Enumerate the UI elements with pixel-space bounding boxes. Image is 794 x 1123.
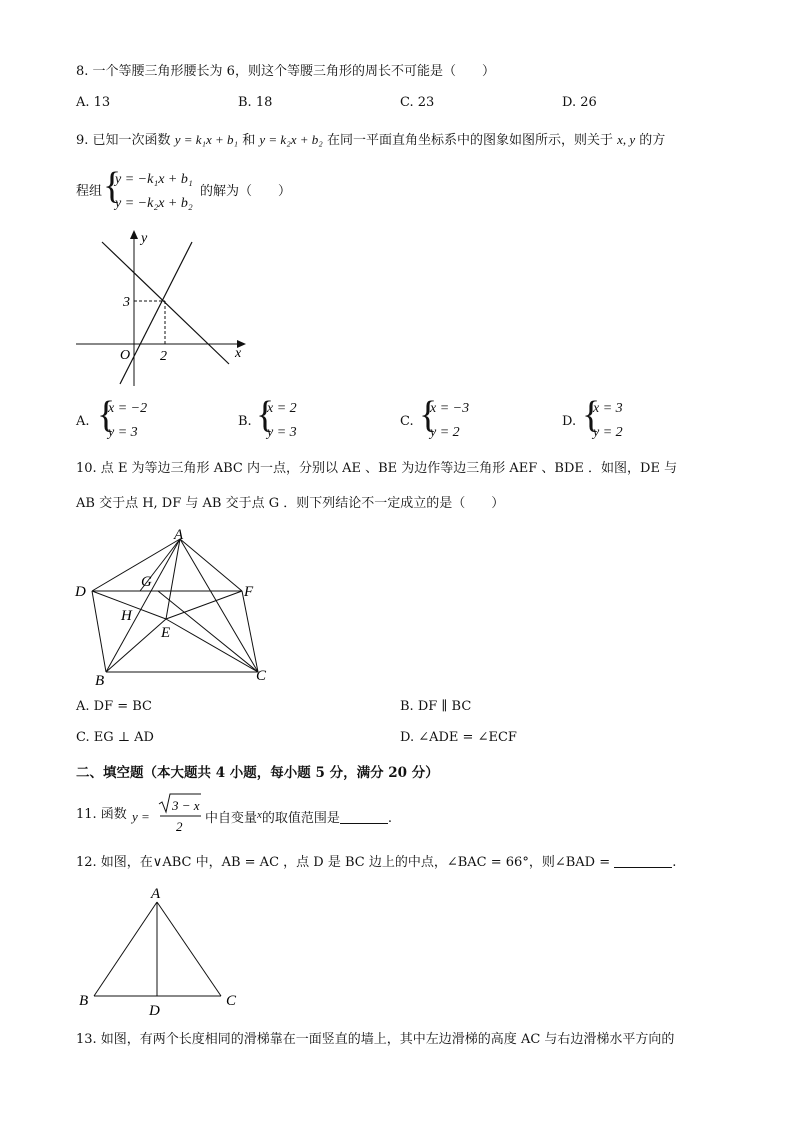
q9-y-axis-arrow (130, 230, 138, 239)
q9-option-a-line1: x = −2 (108, 401, 148, 416)
q12-stem (76, 854, 676, 872)
q12-label-d: D (149, 1003, 160, 1019)
q11-answer-blank[interactable] (340, 811, 388, 824)
q13-stem: 13. 如图，有两个长度相同的滑梯靠在一面竖直的墙上，其中左边滑梯的高度 AC 与右边滑梯水平方向的 (76, 1032, 675, 1047)
q9-label-y: y (141, 231, 148, 246)
q9-stem-a: 9. 已知一次函数 (76, 133, 171, 148)
q9-option-b-line1: x = 2 (267, 401, 297, 416)
section-fill-in-title: 二、填空题（本大题共 4 小题，每小题 5 分，满分 20 分） (76, 765, 439, 781)
q10-option-c: C. EG ⊥ AD (76, 730, 154, 745)
q12-label-b: B (79, 993, 89, 1009)
q12-end: . (672, 855, 677, 870)
q9-option-c-letter: C. (400, 414, 414, 429)
q12-label-c: C (226, 993, 237, 1009)
q9-system-brace: { (103, 165, 122, 207)
q11-suffix2: 的取值范围是 (261, 811, 340, 826)
q11-stem-rest (205, 806, 392, 828)
q9-option-a-line2: y = 3 (108, 425, 138, 440)
q11-fraction (157, 790, 203, 836)
q10-label-f: F (244, 584, 254, 600)
q9-option-b-line2: y = 3 (267, 425, 297, 440)
q10-label-a: A (174, 527, 184, 543)
q9-stem-line1 (76, 131, 665, 150)
q10-option-d: D. ∠ADE = ∠ECF (400, 730, 517, 745)
q12-text: 12. 如图，在∨ABC 中，AB = AC ，点 D 是 BC 边上的中点，∠BAC = 66°，则∠BAD = (76, 855, 611, 870)
q12-figure (76, 884, 246, 1020)
q10-label-e: E (161, 625, 171, 641)
q9-option-d-letter: D. (562, 414, 577, 429)
q9-stem2-a: 程组 (76, 184, 103, 199)
q9-system-line1: y = −k₁x + b₁ (115, 172, 193, 187)
q9-vars: x, y (617, 132, 636, 147)
q9-label-2: 2 (160, 349, 167, 364)
q10-label-c: C (256, 668, 267, 684)
q9-and: 和 (242, 133, 256, 148)
q8-option-a: A. 13 (76, 95, 111, 110)
q8-stem: 8. 一个等腰三角形腰长为 6，则这个等腰三角形的周长不可能是（ ） (76, 64, 495, 79)
q12-label-a: A (151, 886, 161, 902)
q9-option-d-brace: { (582, 394, 601, 436)
q9-stem-c: 的方 (639, 133, 666, 148)
q9-label-x: x (235, 346, 242, 361)
q10-label-b: B (95, 673, 105, 689)
q12-answer-blank[interactable] (614, 855, 672, 868)
q8-option-c: C. 23 (400, 95, 435, 110)
q9-option-c-line1: x = −3 (430, 401, 470, 416)
q11-suffix: 中自变量 (205, 811, 258, 826)
q9-option-b-letter: B. (238, 414, 252, 429)
q9-option-d-line2: y = 2 (593, 425, 623, 440)
q9-func2: y = k₂x + b₂ (259, 132, 323, 147)
q9-label-origin: O (120, 348, 131, 363)
q10-option-b: B. DF ∥ BC (400, 699, 472, 714)
q10-label-d: D (75, 584, 86, 600)
q9-option-c-brace: { (419, 394, 438, 436)
q11-prefix: 11. 函数 (76, 807, 127, 822)
q9-option-a-brace: { (97, 394, 116, 436)
q10-label-h: H (121, 608, 132, 624)
q11-y-eq: y = (132, 809, 150, 824)
q10-option-a: A. DF = BC (76, 699, 152, 714)
q9-graph (74, 226, 254, 391)
q8-option-b: B. 18 (238, 95, 273, 110)
q9-option-c-line2: y = 2 (430, 425, 460, 440)
q9-line-increasing (120, 242, 192, 384)
q10-label-g: G (141, 574, 152, 590)
q9-label-3: 3 (123, 295, 130, 310)
q9-option-a-letter: A. (76, 414, 90, 429)
q9-func1: y = k₁x + b₁ (174, 132, 239, 147)
q8-option-d: D. 26 (562, 95, 597, 110)
q11-end: . (387, 811, 393, 826)
q9-stem2-b: 的解为（ ） (200, 184, 292, 199)
q9-option-b-brace: { (256, 394, 275, 436)
q10-stem-line2: AB 交于点 H, DF 与 AB 交于点 G ．则下列结论不一定成立的是（ ） (76, 496, 505, 511)
q9-system-line2: y = −k₂x + b₂ (115, 196, 193, 211)
q9-stem-b: 在同一平面直角坐标系中的图象如图所示，则关于 (326, 133, 613, 148)
q11-var: x (257, 809, 262, 821)
q9-option-d-line1: x = 3 (593, 401, 623, 416)
q10-figure (70, 525, 280, 690)
q10-stem-line1: 10. 点 E 为等边三角形 ABC 内一点，分别以 AE 、BE 为边作等边三角形 AEF 、BDE ．如图，DE 与 (76, 461, 678, 476)
q11-numerator: 3 − x (172, 798, 200, 813)
q11-denominator: 2 (176, 819, 183, 834)
